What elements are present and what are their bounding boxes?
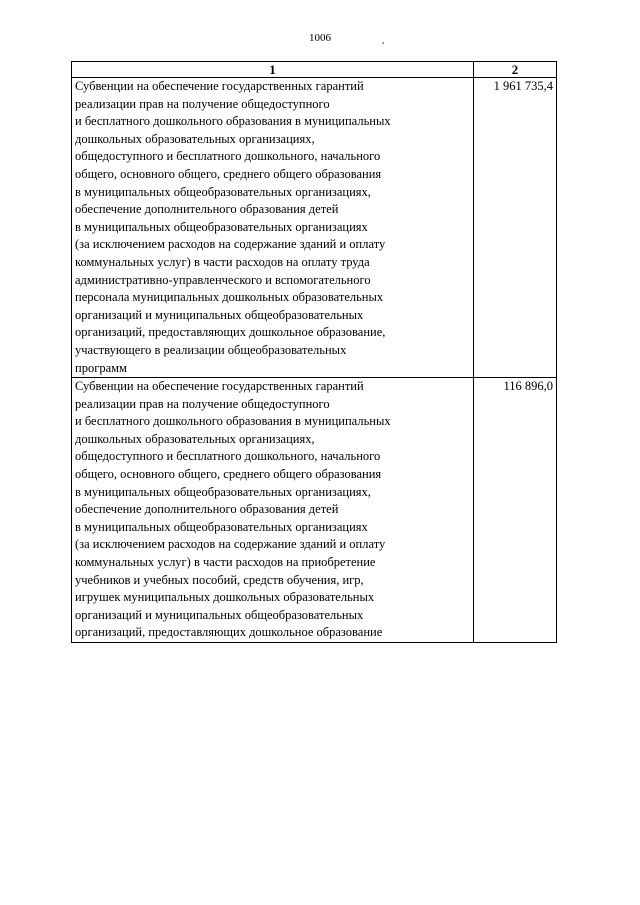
row-amount: 116 896,0 xyxy=(474,378,557,643)
description-line: организаций, предоставляющих дошкольное образование xyxy=(75,625,383,640)
description-line: обеспечение дополнительного образования детей xyxy=(75,202,339,217)
row-description xyxy=(72,78,474,378)
description-line: в муниципальных общеобразовательных организациях xyxy=(75,519,368,534)
description-line: Субвенции на обеспечение государственных гарантий xyxy=(75,79,364,93)
description-line: общедоступного и бесплатного дошкольного, начального xyxy=(75,149,381,164)
description-line: и бесплатного дошкольного образования в муниципальных xyxy=(75,114,391,129)
row-amount: 1 961 735,4 xyxy=(474,78,557,378)
description-line: в муниципальных общеобразовательных организациях, xyxy=(75,184,371,199)
column-header-2: 2 xyxy=(474,62,557,78)
description-line: коммунальных услуг) в части расходов на приобретение xyxy=(75,555,376,570)
column-header-1: 1 xyxy=(72,62,474,78)
description-line: участвующего в реализации общеобразовательных xyxy=(75,342,347,357)
description-line: реализации прав на получение общедоступного xyxy=(75,396,330,411)
description-line: организаций и муниципальных общеобразовательных xyxy=(75,607,364,622)
description-line: программ xyxy=(75,360,127,375)
description-line: реализации прав на получение общедоступного xyxy=(75,96,330,111)
description-line: дошкольных образовательных организациях, xyxy=(75,431,315,446)
description-line: общего, основного общего, среднего общего образования xyxy=(75,166,382,181)
description-line: в муниципальных общеобразовательных организациях, xyxy=(75,484,371,499)
description-line: дошкольных образовательных организациях, xyxy=(75,131,315,146)
stray-mark: , xyxy=(382,35,385,45)
description-line: (за исключением расходов на содержание зданий и оплату xyxy=(75,537,386,552)
description-line: административно-управленческого и вспомогательного xyxy=(75,272,371,287)
description-line: обеспечение дополнительного образования детей xyxy=(75,502,339,517)
description-line: в муниципальных общеобразовательных организациях xyxy=(75,219,368,234)
row-description xyxy=(72,378,474,643)
table-header-row xyxy=(72,62,557,78)
table-row xyxy=(72,78,557,378)
budget-table xyxy=(71,61,557,643)
description-line: (за исключением расходов на содержание зданий и оплату xyxy=(75,237,386,252)
description-line: учебников и учебных пособий, средств обучения, игр, xyxy=(75,572,364,587)
description-line: персонала муниципальных дошкольных образовательных xyxy=(75,290,384,305)
description-line: общедоступного и бесплатного дошкольного, начального xyxy=(75,449,381,464)
table-row xyxy=(72,378,557,643)
page-number: 1006 xyxy=(309,32,331,44)
description-line: организаций, предоставляющих дошкольное образование, xyxy=(75,325,386,340)
description-line: общего, основного общего, среднего общего образования xyxy=(75,467,382,482)
description-line: организаций и муниципальных общеобразовательных xyxy=(75,307,364,322)
description-line: игрушек муниципальных дошкольных образовательных xyxy=(75,590,375,605)
description-line: и бесплатного дошкольного образования в муниципальных xyxy=(75,414,391,429)
description-line: Субвенции на обеспечение государственных гарантий xyxy=(75,379,364,394)
description-line: коммунальных услуг) в части расходов на оплату труда xyxy=(75,254,370,269)
